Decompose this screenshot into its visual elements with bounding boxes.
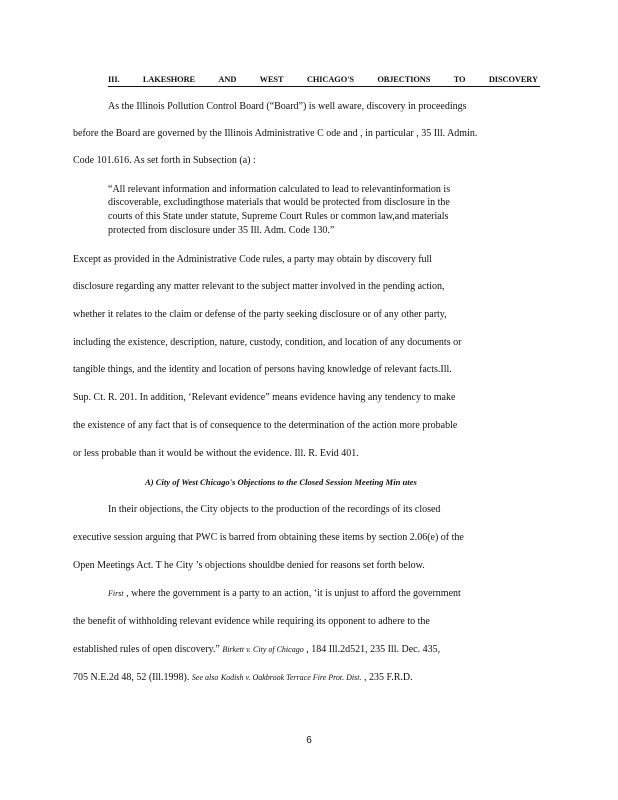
heading-underline <box>108 86 540 87</box>
heading-word: WEST <box>259 75 284 84</box>
paragraph-line <box>73 644 440 656</box>
case-citation: Birkett v. City of Chicago <box>222 645 304 654</box>
heading-word: TO <box>453 75 466 84</box>
paragraph-line: executive session arguing that PWC is barred from obtaining these items by section 2.06(e) of the <box>73 532 464 543</box>
paragraph-line: the existence of any fact that is of consequence to the determination of the action more probable <box>73 420 458 431</box>
paragraph-line: or less probable than it would be without the evidence. Ill. R. Evid 401. <box>73 448 359 459</box>
paragraph-line: Open Meetings Act. T he City ’s objections shouldbe denied for reasons set forth below. <box>73 560 425 571</box>
paragraph-line: Sup. Ct. R. 201. In addition, ‘Relevant evidence” means evidence having any tendency to make <box>73 392 456 403</box>
page-number: 6 <box>306 735 312 746</box>
citation-tail: , 184 Ill.2d521, 235 Ill. Dec. 435, <box>303 644 441 655</box>
line-text: established rules of open discovery.” <box>73 644 220 655</box>
subsection-heading: A) City of West Chicago's Objections to the Closed Session Meeting Min utes <box>145 477 417 487</box>
block-quote-line: protected from disclosure under 35 Ill. Adm. Code 130.” <box>108 225 335 236</box>
block-quote-line: courts of this State under statute, Supreme Court Rules or common law,and materials <box>108 211 449 222</box>
paragraph-line: As the Illinois Pollution Control Board (“Board”) is well aware, discovery in proceedings <box>108 101 467 112</box>
paragraph-line: before the Board are governed by the Illinois Administrative C ode and , in particular , 35 Ill. Admin. <box>73 128 478 139</box>
heading-word: AND <box>218 75 237 84</box>
paragraph-line: disclosure regarding any matter relevant to the subject matter involved in the pending action, <box>73 281 445 292</box>
citation-tail: , 235 F.R.D. <box>361 672 413 683</box>
paragraph-line: including the existence, description, nature, custody, condition, and location of any documents or <box>73 337 462 348</box>
paragraph-line <box>108 588 461 600</box>
paragraph-line: whether it relates to the claim or defense of the party seeking disclosure or of any other party, <box>73 309 447 320</box>
heading-word: LAKESHORE <box>142 75 196 84</box>
line-text: , where the government is a party to an action, ‘it is unjust to afford the government <box>123 588 461 599</box>
block-quote-line: “All relevant information and information calculated to lead to relevantinformation is <box>108 184 451 195</box>
paragraph-line: Code 101.616. As set forth in Subsection (a) : <box>73 155 256 166</box>
paragraph-line: tangible things, and the identity and location of persons having knowledge of relevant facts.Ill. <box>73 364 452 375</box>
heading-word: CHICAGO'S <box>306 75 354 84</box>
italic-label: First <box>108 589 124 598</box>
paragraph-line <box>73 672 413 684</box>
signal-see-also: See also <box>191 673 219 682</box>
block-quote-line: discoverable, excludingthose materials that would be protected from disclosure in the <box>108 197 450 208</box>
line-text: 705 N.E.2d 48, 52 (Ill.1998). <box>73 672 190 683</box>
heading-word: OBJECTIONS <box>377 75 431 84</box>
heading-numeral: III. <box>108 75 120 84</box>
case-citation: Kodish v. Oakbrook Terrace Fire Prot. Dist. <box>220 673 362 682</box>
section-heading <box>108 74 538 86</box>
paragraph-line: Except as provided in the Administrative Code rules, a party may obtain by discovery full <box>73 254 433 265</box>
paragraph-line: In their objections, the City objects to the production of the recordings of its closed <box>108 504 441 515</box>
paragraph-line: the benefit of withholding relevant evidence while requiring its opponent to adhere to the <box>73 616 430 627</box>
heading-word: DISCOVERY <box>488 75 538 84</box>
